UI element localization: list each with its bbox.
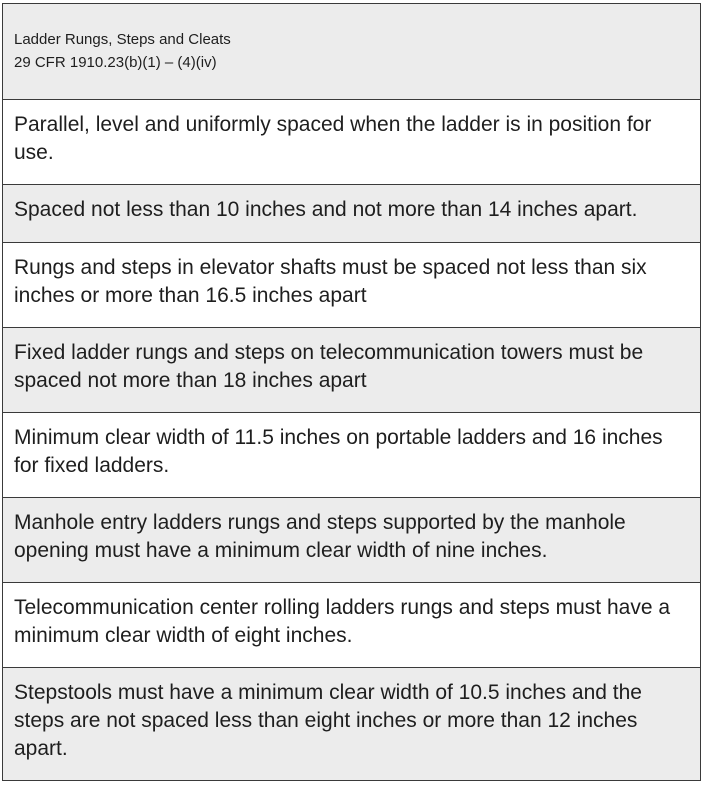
table-title: Ladder Rungs, Steps and Cleats	[14, 31, 231, 48]
table-row: Fixed ladder rungs and steps on telecommunication towers must be spaced not more than 18 inches apart	[3, 328, 700, 413]
table-row: Telecommunication center rolling ladders rungs and steps must have a minimum clear width of eight inches.	[3, 583, 700, 668]
requirements-table	[2, 3, 701, 781]
table-row: Spaced not less than 10 inches and not more than 14 inches apart.	[3, 185, 700, 243]
table-row: Rungs and steps in elevator shafts must be spaced not less than six inches or more than 16.5 inches apart	[3, 243, 700, 328]
table-row: Stepstools must have a minimum clear width of 10.5 inches and the steps are not spaced less than eight inches or more than 12 inches apart.	[3, 668, 700, 780]
table-header	[3, 4, 700, 100]
table-row: Minimum clear width of 11.5 inches on portable ladders and 16 inches for fixed ladders.	[3, 413, 700, 498]
regulation-citation: 29 CFR 1910.23(b)(1) – (4)(iv)	[14, 54, 217, 71]
table-row: Manhole entry ladders rungs and steps supported by the manhole opening must have a minimum clear width of nine inches.	[3, 498, 700, 583]
table-row: Parallel, level and uniformly spaced when the ladder is in position for use.	[3, 100, 700, 185]
